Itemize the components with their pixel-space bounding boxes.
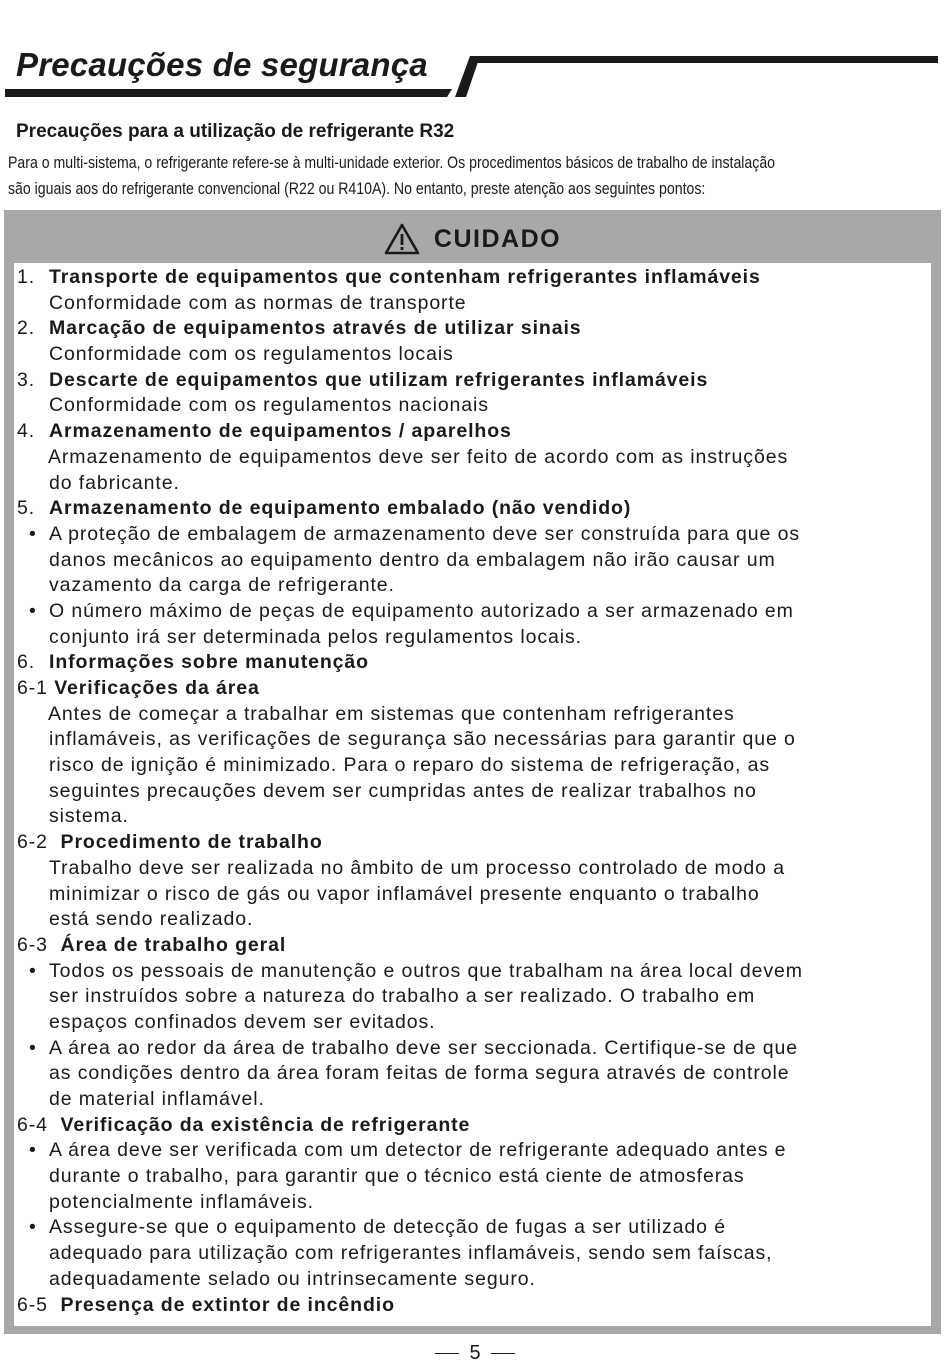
subsection-title: 6-5 Presença de extintor de incêndio xyxy=(17,1293,395,1316)
bullet-text: vazamento da carga de refrigerante. xyxy=(49,574,395,597)
bullet-icon: • xyxy=(29,1139,37,1162)
header-bottom-bar xyxy=(5,89,452,97)
subsection-text: risco de ignição é minimizado. Para o reparo do sistema de refrigeração, as xyxy=(49,754,771,777)
caution-title: CUIDADO xyxy=(433,224,562,253)
bullet-icon: • xyxy=(29,522,37,545)
bullet-text: adequado para utilização com refrigerantes inflamáveis, sendo sem faíscas, xyxy=(49,1242,773,1265)
bullet-item: • A área ao redor da área de trabalho deve ser seccionada. Certifique-se de que xyxy=(17,1036,932,1062)
bullet-text: conjunto irá ser determinada pelos regulamentos locais. xyxy=(49,625,582,648)
list-item-title: 2. Marcação de equipamentos através de utilizar sinais xyxy=(17,317,582,340)
list-item-title: 3. Descarte de equipamentos que utilizam refrigerantes inflamáveis xyxy=(17,368,709,391)
list-item-title: 4. Armazenamento de equipamentos / aparelhos xyxy=(17,420,512,443)
subsection-text: sistema. xyxy=(49,805,129,828)
list-item-title: 6. Informações sobre manutenção xyxy=(17,651,369,674)
list-item-title: 1. Transporte de equipamentos que contenham refrigerantes inflamáveis xyxy=(17,266,761,288)
bullet-item: • Todos os pessoais de manutenção e outros que trabalham na área local devem xyxy=(17,959,932,985)
list-item-text: Conformidade com as normas de transporte xyxy=(49,291,467,314)
bullet-text: potencialmente inflamáveis. xyxy=(49,1190,314,1213)
footer-dash xyxy=(435,1353,459,1355)
page-number: 5 xyxy=(469,1342,481,1364)
bullet-item: • O número máximo de peças de equipamento autorizado a ser armazenado em xyxy=(17,599,932,625)
bullet-text: de material inflamável. xyxy=(49,1088,265,1110)
caution-list xyxy=(17,265,932,1318)
bullet-icon: • xyxy=(29,599,37,622)
bullet-text: espaços confinados devem ser evitados. xyxy=(49,1010,436,1033)
bullet-icon: • xyxy=(29,1036,37,1059)
subsection-title: 6-1 Verificações da área xyxy=(17,677,260,699)
bullet-icon: • xyxy=(29,1216,37,1239)
list-item-text: Conformidade com os regulamentos nacionais xyxy=(49,394,489,417)
intro-paragraph xyxy=(8,150,942,202)
footer-dash xyxy=(491,1353,515,1355)
bullet-text: adequadamente selado ou intrinsecamente seguro. xyxy=(49,1267,536,1290)
section-heading: Precauções para a utilização de refrigerante R32 xyxy=(16,121,455,142)
subsection-text: seguintes precauções devem ser cumpridas antes de realizar trabalhos no xyxy=(49,779,757,802)
page-header xyxy=(0,0,950,105)
list-item-text: do fabricante. xyxy=(49,471,180,494)
bullet-text: danos mecânicos ao equipamento dentro da embalagem não irão causar um xyxy=(49,548,776,571)
subsection-title: 6-3 Área de trabalho geral xyxy=(17,933,287,956)
list-item-text: Armazenamento de equipamentos deve ser feito de acordo com as instruções xyxy=(48,445,789,468)
bullet-text: durante o trabalho, para garantir que o técnico está ciente de atmosferas xyxy=(49,1165,745,1188)
subsection-text: Antes de começar a trabalhar em sistemas que contenham refrigerantes xyxy=(48,702,735,725)
bullet-item: • A área deve ser verificada com um detector de refrigerante adequado antes e xyxy=(17,1138,932,1164)
subsection-title: 6-2 Procedimento de trabalho xyxy=(17,831,323,854)
subsection-text: Trabalho deve ser realizada no âmbito de um processo controlado de modo a xyxy=(49,856,785,879)
page-footer xyxy=(0,1342,950,1365)
page-title: Precauções de segurança xyxy=(16,46,428,83)
bullet-item: • A proteção de embalagem de armazenamento deve ser construída para que os xyxy=(17,522,932,548)
list-item-text: Conformidade com os regulamentos locais xyxy=(49,343,454,366)
list-item-title: 5. Armazenamento de equipamento embalado (não vendido) xyxy=(17,497,632,520)
caution-header xyxy=(4,220,941,258)
subsection-text: inflamáveis, as verificações de segurança são necessárias para garantir que o xyxy=(49,728,796,751)
warning-triangle-icon xyxy=(384,223,420,255)
intro-line: Para o multi-sistema, o refrigerante refere-se à multi-unidade exterior. Os procedimentos básicos de trabalho de instalação xyxy=(8,153,776,172)
subsection-text: está sendo realizado. xyxy=(49,908,254,931)
bullet-icon: • xyxy=(29,959,37,982)
bullet-text: ser instruídos sobre a natureza do trabalho a ser realizado. O trabalho em xyxy=(49,985,756,1008)
bullet-item: • Assegure-se que o equipamento de detecção de fugas a ser utilizado é xyxy=(17,1215,932,1241)
subsection-title: 6-4 Verificação da existência de refrigerante xyxy=(17,1113,471,1136)
subsection-text: minimizar o risco de gás ou vapor inflamável presente enquanto o trabalho xyxy=(49,882,760,905)
bullet-text: as condições dentro da área foram feitas de forma segura através de controle xyxy=(49,1062,790,1085)
intro-line: são iguais aos do refrigerante convencional (R22 ou R410A). No entanto, preste atenção aos seguintes pontos: xyxy=(8,179,706,198)
header-top-bar xyxy=(468,56,938,63)
